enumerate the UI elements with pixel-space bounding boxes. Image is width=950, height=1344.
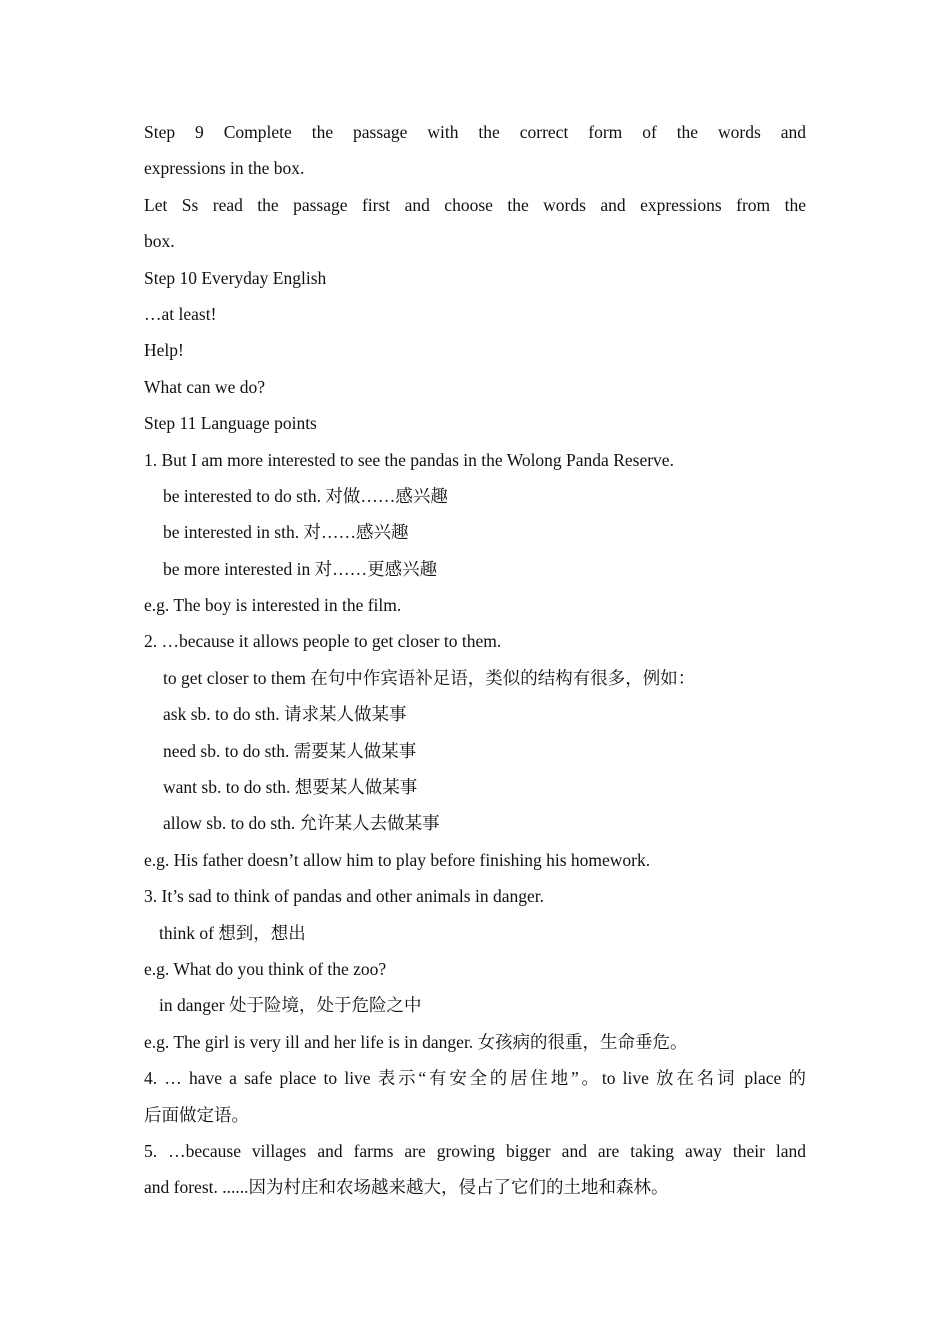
document-body <box>144 114 806 1206</box>
point-3-phrase-2: in danger 处于险境，处于危险之中 <box>159 995 422 1016</box>
point-3-sentence: 3. It’s sad to think of pandas and other animals in danger. <box>144 886 544 907</box>
instruction-line1: Let Ss read the passage first and choose the words and expressions from the <box>144 194 806 215</box>
everyday-english-item-1: …at least! <box>144 303 217 324</box>
step9-line1: Step 9 Complete the passage with the correct form of the words and <box>144 122 806 142</box>
point-3-phrase-1: think of 想到，想出 <box>159 922 306 943</box>
step11-heading: Step 11 Language points <box>144 413 317 434</box>
point-3-example-1: e.g. What do you think of the zoo? <box>144 958 387 979</box>
point-4-line2: 后面做定语。 <box>144 1104 249 1125</box>
point-2-structure-1: ask sb. to do sth. 请求某人做某事 <box>163 704 407 725</box>
everyday-english-item-3: What can we do? <box>144 376 265 397</box>
point-2-example: e.g. His father doesn’t allow him to play before finishing his homework. <box>144 849 651 870</box>
point-4-line1: 4. … have a safe place to live 表示“有安全的居住地”。to live 放在名词 place 的 <box>144 1068 806 1089</box>
point-2-structure-3: want sb. to do sth. 想要某人做某事 <box>163 777 418 798</box>
point-1-phrase-3: be more interested in 对……更感兴趣 <box>163 558 438 579</box>
point-5-line2: and forest. ......因为村庄和农场越来越大，侵占了它们的土地和森林。 <box>144 1177 669 1198</box>
point-1-phrase-2: be interested in sth. 对……感兴趣 <box>163 522 409 543</box>
point-2-structure-2: need sb. to do sth. 需要某人做某事 <box>163 740 417 761</box>
point-5-line1: 5. …because villages and farms are growing bigger and are taking away their land <box>144 1140 806 1161</box>
point-3-example-2: e.g. The girl is very ill and her life is in danger. 女孩病的很重，生命垂危。 <box>144 1031 688 1052</box>
point-1-sentence: 1. But I am more interested to see the pandas in the Wolong Panda Reserve. <box>144 449 674 470</box>
everyday-english-item-2: Help! <box>144 340 184 361</box>
step10-heading: Step 10 Everyday English <box>144 267 327 288</box>
point-1-phrase-1: be interested to do sth. 对做……感兴趣 <box>163 485 448 506</box>
point-2-sentence: 2. …because it allows people to get closer to them. <box>144 631 502 652</box>
point-2-explanation: to get closer to them 在句中作宾语补足语，类似的结构有很多，例如： <box>163 667 696 688</box>
step9-line2: expressions in the box. <box>144 158 305 179</box>
point-1-example: e.g. The boy is interested in the film. <box>144 595 402 616</box>
instruction-line2: box. <box>144 231 175 252</box>
point-2-structure-4: allow sb. to do sth. 允许某人去做某事 <box>163 813 440 834</box>
